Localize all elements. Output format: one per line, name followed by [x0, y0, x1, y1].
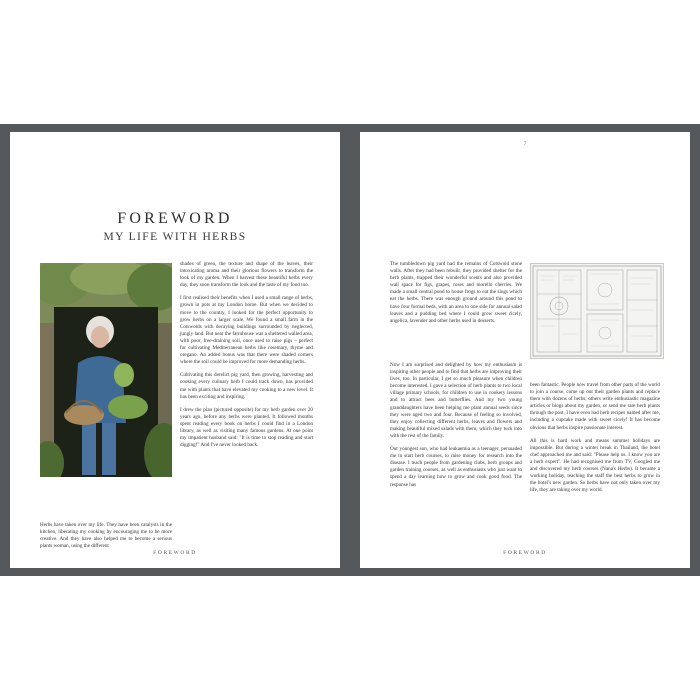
body-text-column: [180, 261, 313, 455]
right-page: [360, 132, 690, 568]
paragraph: All this is hard work and means summer holidays are impossible. But during a winter break in Thailand, the hotel chef approached me and said: "Please help us. I know you are a herb expert". He had recognised me from TV, Googled me and discovered my herb courses (Nana's Herbs). It became a working holiday, teaching the staff the best herbs to grow in the hotel's new garden. So herbs have not only taken over my life, they are taking over my world.: [530, 437, 660, 494]
paragraph: Our youngest son, who had leukaemia as a teenager, persuaded me to start herb courses, to raise money for research into the disease. I teach people from gardening clubs, herb groups and garden training courses, as well as enthusiasts who just want to spend a day learning how to grow and cook good food. The response has: [390, 446, 522, 488]
paragraph: Now I am surprised and delighted by how my enthusiasm is inspiring other people and to find that herbs are improving their lives, too. In particular, I get so much pleasure when children become interested. I gave a selection of herb plants to two local village primary schools, for children to use in cookery lessons and to attract bees and butterflies. And my two young granddaughters have been helping me plant annual seeds since they were aged two and four. Because of feeling so involved, they enjoy collecting different herbs, leaves and flowers and making beautiful mixed salads with them, which they tuck into with the rest of the family.: [390, 362, 522, 439]
left-page: [10, 132, 340, 568]
page-title: FOREWORD: [117, 210, 233, 227]
paragraph: I drew the plan (pictured opposite) for my herb garden over 20 years ago, before any herbs were planted. It followed months spent reading every book on herbs I could find in a London library, as well as visiting many famous gardens. At one point my impatient husband said: "It is time to stop reading and start digging!" And I've never looked back.: [180, 406, 313, 449]
page-subtitle: MY LIFE WITH HERBS: [103, 231, 247, 243]
paragraph: The tumbledown pig yard had the remains of Cotswold stone walls. After they had been rebuilt, they provided shelter for the herb plants, trapped their wonderful scents and also provided wall space for figs, grapes, roses and morello cherries. We made a small central pond to house frogs to eat the slugs which eat the herbs. There was enough ground around this pond to have four formal beds, with an area to one side for annual salad leaves and a pudding bed where I could grow sweet cicely, angelica, lavender and other herbs used in desserts.: [390, 261, 522, 324]
paragraph: been fantastic. People now travel from other parts of the world to join a course, come up out their garden plants and replace them with dozens of herbs; others write enthusiastic magazine articles or blogs about my garden, or send me rare herb plants through the post. I have even had herb recipes named after me, including a cupcake made with sweet cicely! It has become obvious that herbs inspire passionate interest.: [530, 382, 660, 431]
running-footer: FOREWORD: [503, 550, 547, 556]
body-text-column: [390, 362, 522, 495]
page-number: 7: [523, 142, 527, 147]
body-text-column: [530, 382, 660, 500]
garden-plan-drawing: [530, 263, 664, 359]
paragraph: Cultivating this derelict pig yard, then growing, harvesting and cooking every culinary herb I could track down, has provided me with plants that have elevated my cooking to a new level. It has been exciting and inspiring.: [180, 372, 313, 400]
paragraph: Herbs have taken over my life. They have been catalysts in the kitchen, liberating my cooking by encouraging me to be more creative. And they have also helped me to become a serious plants woman, using the different: [40, 522, 172, 550]
running-footer: FOREWORD: [153, 550, 197, 556]
body-text-column: [390, 261, 522, 331]
author-photo: [40, 263, 172, 477]
paragraph: I first realised their benefits when I used a small range of herbs, grown in pots at my London home. But when we decided to move to the country, I looked for the perfect opportunity to grow herbs on a larger scale. We found a small farm in the Cotswolds with decaying buildings surrounded by neglected, jungly land. But near the farmhouse was a sheltered walled area, with poor, free-draining soil, once used to raise pigs – perfect for cultivating Mediterranean herbs like rosemary, thyme and oregano. An added bonus was that there were shaded corners where the soil could be improved for more demanding herbs.: [180, 295, 313, 366]
paragraph: shades of green, the texture and shape of the leaves, their intoxicating aroma and their glorious flowers to transform the look of my garden. When I harvest these beautiful herbs every day, they soon transform the look and the taste of my food too.: [180, 261, 313, 289]
